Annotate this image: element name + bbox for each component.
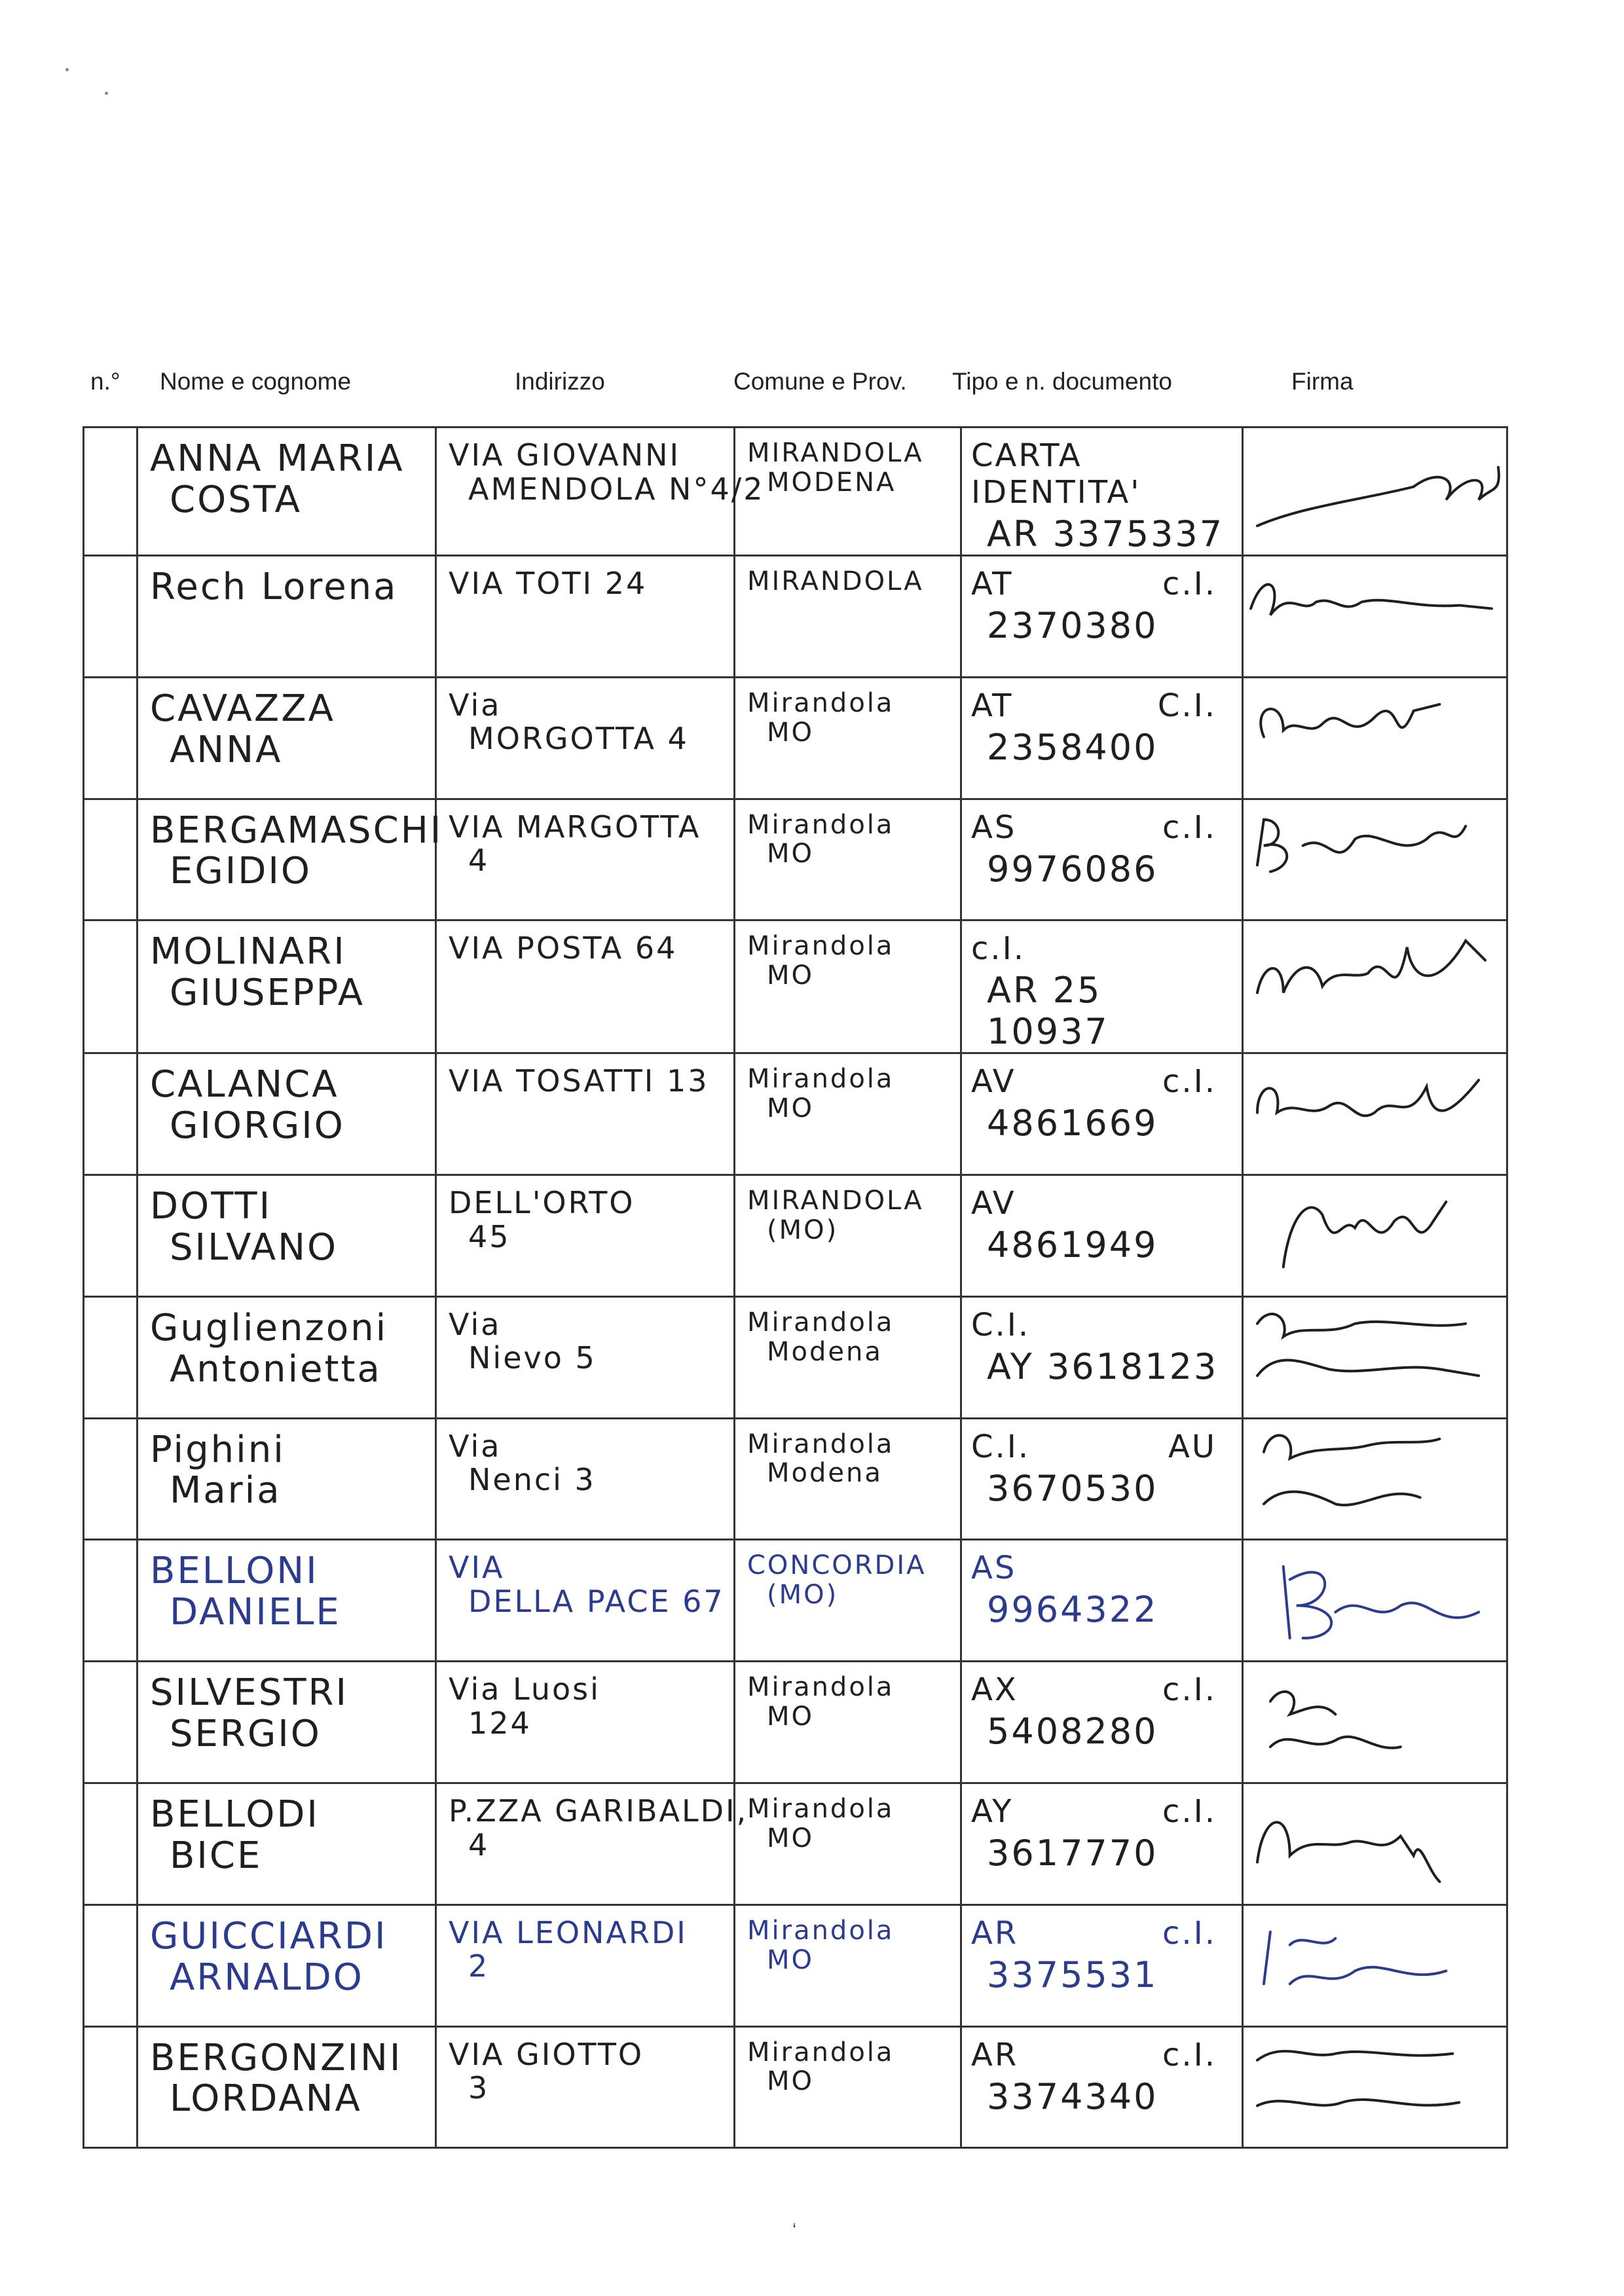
address-line-2: 2 [468, 1948, 490, 1984]
table-row [84, 1904, 1507, 2026]
document-type: AT [971, 687, 1014, 724]
city-line-2: Modena [767, 1336, 883, 1367]
address-line-1: VIA GIOTTO [449, 2036, 644, 2072]
signature-cell [1243, 556, 1507, 678]
name-line-2: Maria [170, 1469, 282, 1512]
city-cell [735, 1296, 961, 1418]
document-tag: c.I. [1162, 566, 1217, 602]
row-number-cell [84, 2026, 138, 2148]
signature-stroke [1257, 467, 1499, 526]
city-line-1: Mirandola [747, 2037, 895, 2068]
table-row [84, 1175, 1507, 1297]
city-line-2: (MO) [767, 1214, 839, 1245]
signature-stroke [1283, 1567, 1479, 1638]
name-cell [138, 2026, 436, 2148]
name-cell [138, 556, 436, 678]
name-line-2: Antonietta [170, 1347, 382, 1391]
signature-cell [1243, 2026, 1507, 2148]
name-line-2: EGIDIO [170, 850, 312, 893]
name-line-1: SILVESTRI [150, 1671, 348, 1715]
address-cell [436, 556, 735, 678]
document-number: AR 25 10937 [987, 970, 1109, 1053]
document-type: CARTA IDENTITA' [971, 437, 1141, 511]
city-cell [735, 1418, 961, 1540]
document-number: 9964322 [987, 1589, 1158, 1631]
document-number: 4861949 [987, 1224, 1158, 1266]
row-number-cell [84, 1053, 138, 1175]
city-line-2: MO [767, 839, 814, 869]
address-line-2: MORGOTTA 4 [468, 721, 689, 757]
name-line-2: ARNALDO [170, 1956, 364, 1999]
document-type: AV [971, 1185, 1016, 1222]
city-cell [735, 1904, 961, 2026]
city-line-1: Mirandola [747, 1307, 895, 1338]
name-line-2: SERGIO [170, 1712, 322, 1755]
name-line-1: CALANCA [150, 1063, 339, 1106]
signature-stroke [1270, 1692, 1401, 1748]
name-cell [138, 1662, 436, 1783]
city-line-1: Mirandola [747, 1429, 895, 1459]
header-number: n.° [90, 368, 120, 395]
handwritten-signature [1244, 921, 1505, 1038]
name-line-2: COSTA [170, 478, 302, 521]
address-line-2: 4 [468, 1827, 490, 1863]
document-tag: c.I. [1162, 1063, 1217, 1101]
address-line-1: VIA LEONARDI [449, 1914, 688, 1950]
document-number: 3375531 [987, 1954, 1158, 1995]
header-name: Nome e cognome [160, 368, 352, 395]
document-tag: c.I. [1162, 2036, 1217, 2073]
signature-cell [1243, 920, 1507, 1053]
city-line-1: Mirandola [747, 931, 895, 962]
name-line-2: GIORGIO [170, 1104, 345, 1148]
table-row [84, 677, 1507, 799]
name-line-1: GUICCIARDI [150, 1914, 388, 1958]
table-row [84, 2026, 1507, 2148]
document-tag: c.I. [1162, 1914, 1217, 1952]
name-line-1: BERGAMASCHI [150, 809, 443, 852]
city-line-1: Mirandola [747, 687, 895, 718]
city-cell [735, 1540, 961, 1662]
address-line-1: VIA GIOVANNI [449, 437, 681, 473]
city-line-1: CONCORDIA [747, 1550, 927, 1581]
address-line-1: VIA [449, 1550, 505, 1586]
name-line-1: Rech Lorena [150, 566, 398, 608]
name-cell [138, 1296, 436, 1418]
address-line-1: P.ZZA GARIBALDI, [449, 1793, 748, 1829]
address-cell [436, 428, 765, 556]
signature-stroke [1264, 1932, 1446, 1984]
handwritten-signature [1244, 800, 1505, 917]
signature-cell [1243, 1296, 1507, 1418]
document-cell [961, 1904, 1243, 2026]
document-type: AX [971, 1671, 1018, 1709]
name-cell [138, 1783, 436, 1905]
city-line-2: MODENA [767, 467, 896, 498]
address-line-1: Via [449, 687, 502, 723]
document-type: AR [971, 2036, 1019, 2073]
page-mark: ‘ [792, 2219, 797, 2240]
handwritten-signature [1244, 556, 1505, 674]
address-cell [436, 1540, 735, 1662]
document-number: 3374340 [987, 2075, 1158, 2117]
name-cell [138, 799, 443, 920]
name-line-2: DANIELE [170, 1591, 341, 1634]
table-row [84, 1662, 1507, 1783]
signature-cell [1243, 1175, 1507, 1297]
signature-cell [1243, 677, 1507, 799]
address-cell [436, 920, 735, 1053]
document-cell [961, 1540, 1243, 1662]
city-line-2: MO [767, 717, 814, 748]
table-row [84, 1296, 1507, 1418]
document-tag: c.I. [1162, 1793, 1217, 1831]
handwritten-signature [1244, 1419, 1505, 1537]
name-line-1: Pighini [150, 1428, 286, 1471]
city-line-2: (MO) [767, 1580, 839, 1611]
document-type: AR [971, 1914, 1019, 1952]
city-cell [735, 556, 961, 678]
city-cell [735, 1175, 961, 1297]
city-line-1: MIRANDOLA [747, 1186, 924, 1216]
address-line-2: AMENDOLA N°4/2 [468, 471, 765, 507]
document-cell [961, 1783, 1243, 1905]
row-number-cell [84, 1783, 138, 1905]
signature-cell [1243, 1662, 1507, 1783]
city-line-1: Mirandola [747, 1672, 895, 1703]
address-line-2: 4 [468, 843, 490, 879]
row-number-cell [84, 1540, 138, 1662]
name-cell [138, 1540, 436, 1662]
address-line-1: Via [449, 1306, 502, 1342]
address-line-2: DELLA PACE 67 [468, 1583, 725, 1619]
table-body [84, 428, 1507, 2148]
header-signature: Firma [1291, 368, 1354, 395]
city-cell [735, 799, 961, 920]
handwritten-signature [1244, 2028, 1505, 2145]
document-type: c.I. [971, 930, 1026, 968]
name-cell [138, 1175, 436, 1297]
city-line-1: Mirandola [747, 809, 895, 840]
document-type: C.I. [971, 1306, 1031, 1343]
document-cell [961, 1175, 1243, 1297]
city-cell [735, 1783, 961, 1905]
scan-speck [65, 68, 69, 71]
signature-stroke [1257, 1314, 1479, 1376]
name-line-1: MOLINARI [150, 930, 346, 974]
document-type: C.I. [971, 1428, 1031, 1465]
row-number-cell [84, 1904, 138, 2026]
handwritten-signature [1244, 1784, 1505, 1901]
address-cell [436, 1662, 735, 1783]
handwritten-signature [1244, 1298, 1505, 1415]
city-line-1: Mirandola [747, 1915, 895, 1946]
address-cell [436, 1053, 735, 1175]
table-row [84, 1783, 1507, 1905]
document-cell [961, 1418, 1243, 1540]
row-number-cell [84, 1662, 138, 1783]
name-line-2: ANNA [170, 728, 283, 771]
document-number: 2370380 [987, 605, 1158, 646]
city-line-2: Modena [767, 1458, 883, 1489]
header-address: Indirizzo [515, 368, 605, 395]
name-cell [138, 920, 436, 1053]
signature-cell [1243, 1053, 1507, 1175]
address-line-1: Via [449, 1428, 502, 1464]
city-cell [735, 2026, 961, 2148]
city-line-1: Mirandola [747, 1794, 895, 1825]
address-line-1: DELL'ORTO [449, 1185, 635, 1221]
name-cell [138, 428, 436, 556]
header-document: Tipo e n. documento [952, 368, 1172, 395]
name-line-1: CAVAZZA [150, 687, 335, 730]
city-line-1: MIRANDOLA [747, 438, 924, 468]
header-city: Comune e Prov. [733, 368, 907, 395]
name-line-1: BELLONI [150, 1550, 319, 1593]
signature-stroke [1257, 819, 1466, 871]
name-cell [138, 1053, 436, 1175]
name-line-1: ANNA MARIA [150, 437, 405, 480]
address-cell [436, 1783, 748, 1905]
document-cell [961, 428, 1243, 556]
signature-stroke [1261, 704, 1439, 737]
document-cell [961, 677, 1243, 799]
document-type: AS [971, 1550, 1017, 1587]
signature-stroke [1257, 2051, 1459, 2105]
table-row [84, 920, 1507, 1053]
signature-stroke [1257, 1822, 1439, 1882]
address-cell [436, 1418, 735, 1540]
signature-cell [1243, 1783, 1507, 1905]
address-line-2: 3 [468, 2070, 490, 2106]
address-line-2: Nievo 5 [468, 1340, 597, 1376]
name-cell [138, 677, 436, 799]
document-type: AV [971, 1063, 1016, 1101]
document-number: AR 3375337 [987, 513, 1225, 555]
name-cell [138, 1418, 436, 1540]
handwritten-signature [1244, 1176, 1505, 1293]
city-line-2: MO [767, 960, 814, 991]
handwritten-signature [1244, 1662, 1505, 1779]
signature-stroke [1257, 941, 1485, 993]
address-line-1: Via Luosi [449, 1671, 600, 1707]
handwritten-signature [1244, 678, 1505, 795]
document-number: 2358400 [987, 726, 1158, 768]
table-row [84, 556, 1507, 678]
address-cell [436, 2026, 735, 2148]
table-row [84, 799, 1507, 920]
city-cell [735, 677, 961, 799]
address-line-1: VIA MARGOTTA [449, 809, 701, 845]
document-tag: c.I. [1162, 809, 1217, 846]
address-cell [436, 799, 735, 920]
table-row [84, 1540, 1507, 1662]
row-number-cell [84, 1296, 138, 1418]
document-tag: C.I. [1157, 687, 1217, 724]
name-line-1: BELLODI [150, 1793, 320, 1836]
name-cell [138, 1904, 436, 2026]
row-number-cell [84, 799, 138, 920]
city-cell [735, 1662, 961, 1783]
document-type: AS [971, 809, 1017, 846]
address-cell [436, 1296, 735, 1418]
document-number: 3670530 [987, 1467, 1158, 1509]
name-line-1: DOTTI [150, 1185, 272, 1228]
document-number: 3617770 [987, 1832, 1158, 1874]
document-number: 5408280 [987, 1711, 1158, 1753]
address-line-2: 124 [468, 1705, 532, 1741]
document-cell [961, 2026, 1243, 2148]
city-line-2: MO [767, 2066, 814, 2097]
name-line-2: LORDANA [170, 2077, 362, 2121]
table-row [84, 428, 1507, 556]
document-tag: AU [1168, 1428, 1217, 1465]
city-line-2: MO [767, 1093, 814, 1124]
signature-stroke [1283, 1202, 1447, 1267]
address-cell [436, 1175, 735, 1297]
signature-cell [1243, 799, 1507, 920]
row-number-cell [84, 920, 138, 1053]
name-line-2: BICE [170, 1834, 263, 1877]
scan-speck [105, 92, 108, 95]
name-line-1: BERGONZINI [150, 2036, 403, 2079]
city-line-2: MO [767, 1823, 814, 1853]
signature-cell [1243, 1904, 1507, 2026]
row-number-cell [84, 677, 138, 799]
row-number-cell [84, 556, 138, 678]
handwritten-signature [1244, 1540, 1505, 1658]
document-tag: c.I. [1162, 1671, 1217, 1709]
address-cell [436, 1904, 735, 2026]
signature-cell [1243, 428, 1507, 556]
document-cell [961, 556, 1243, 678]
address-line-1: VIA POSTA 64 [449, 930, 678, 966]
address-line-2: Nenci 3 [468, 1462, 596, 1498]
city-line-1: Mirandola [747, 1064, 895, 1095]
city-line-1: MIRANDOLA [747, 566, 924, 596]
document-type: AY [971, 1793, 1014, 1831]
signature-cell [1243, 1418, 1507, 1540]
address-line-1: VIA TOSATTI 13 [449, 1063, 709, 1099]
city-line-2: MO [767, 1702, 814, 1732]
row-number-cell [84, 428, 138, 556]
city-cell [735, 1053, 961, 1175]
signature-stroke [1257, 1080, 1479, 1116]
document-cell [961, 1296, 1243, 1418]
row-number-cell [84, 1418, 138, 1540]
document-cell [961, 1053, 1243, 1175]
name-line-2: GIUSEPPA [170, 972, 365, 1015]
row-number-cell [84, 1175, 138, 1297]
handwritten-signature [1244, 1054, 1505, 1171]
address-line-1: VIA TOTI 24 [449, 566, 648, 601]
handwritten-signature [1244, 428, 1505, 545]
document-cell [961, 920, 1243, 1053]
address-line-2: 45 [468, 1218, 511, 1254]
document-number: 9976086 [987, 848, 1158, 890]
name-line-1: Guglienzoni [150, 1306, 388, 1349]
name-line-2: SILVANO [170, 1226, 339, 1269]
document-number: 4861669 [987, 1102, 1158, 1144]
handwritten-signature [1244, 1906, 1505, 2023]
table-row [84, 1418, 1507, 1540]
city-cell [735, 920, 961, 1053]
signature-stroke [1264, 1435, 1439, 1505]
document-type: AT [971, 566, 1014, 602]
address-cell [436, 677, 735, 799]
document-cell [961, 799, 1243, 920]
signature-cell [1243, 1540, 1507, 1662]
document-cell [961, 1662, 1243, 1783]
document-number: AY 3618123 [987, 1345, 1219, 1387]
city-line-2: MO [767, 1944, 814, 1975]
table-row [84, 1053, 1507, 1175]
signature-stroke [1251, 585, 1492, 615]
city-cell [735, 428, 961, 556]
signature-table [83, 426, 1508, 2149]
